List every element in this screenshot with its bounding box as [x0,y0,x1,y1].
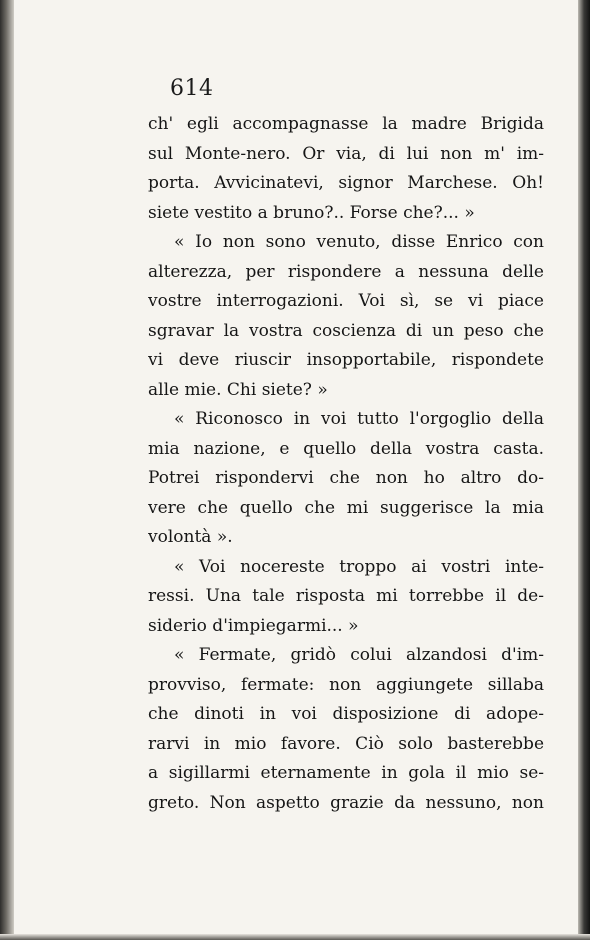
text-line: sul Monte-nero. Or via, di lui non m' im- [148,143,544,164]
text-line: a sigillarmi eternamente in gola il mio se- [148,763,544,783]
text-line: greto. Non aspetto grazie da nessuno, non [148,792,544,813]
page-number: 614 [170,76,214,101]
text-line: sgravar la vostra coscienza di un peso che [148,320,544,341]
text-line: alle mie. Chi siete? » [148,379,328,400]
text-line: ch' egli accompagnasse la madre Brigida [148,114,544,134]
text-line: volontà ». [148,527,233,547]
text-line: rarvi in mio favore. Ciò solo basterebbe [148,733,544,754]
text-line: Potrei rispondervi che non ho altro do- [148,468,544,488]
text-line: vere che quello che mi suggerisce la mia [148,497,544,518]
text-line: vostre interrogazioni. Voi sì, se vi piace [148,291,544,311]
page-right-edge [578,0,590,940]
text-line: siete vestito a bruno?.. Forse che?... » [148,202,475,223]
text-line: siderio d'impiegarmi... » [148,615,359,636]
text-line: provviso, fermate: non aggiungete sillaba [148,674,544,695]
text-line: mia nazione, e quello della vostra casta. [148,438,544,459]
text-line: « Riconosco in voi tutto l'orgoglio della [174,409,544,429]
text-line: porta. Avvicinatevi, signor Marchese. Oh! [148,173,544,193]
page-left-edge [0,0,14,940]
text-line: « Io non sono venuto, disse Enrico con [174,232,544,252]
body-text [148,110,544,818]
text-line: alterezza, per rispondere a nessuna delle [148,261,544,282]
text-line: vi deve riuscir insopportabile, rispondete [148,350,544,370]
text-line: « Fermate, gridò colui alzandosi d'im- [174,645,544,665]
page-bottom-edge [0,934,590,940]
text-line: ressi. Una tale risposta mi torrebbe il de- [148,586,544,606]
text-line: « Voi nocereste troppo ai vostri inte- [174,556,544,577]
text-line: che dinoti in voi disposizione di adope- [148,704,544,724]
